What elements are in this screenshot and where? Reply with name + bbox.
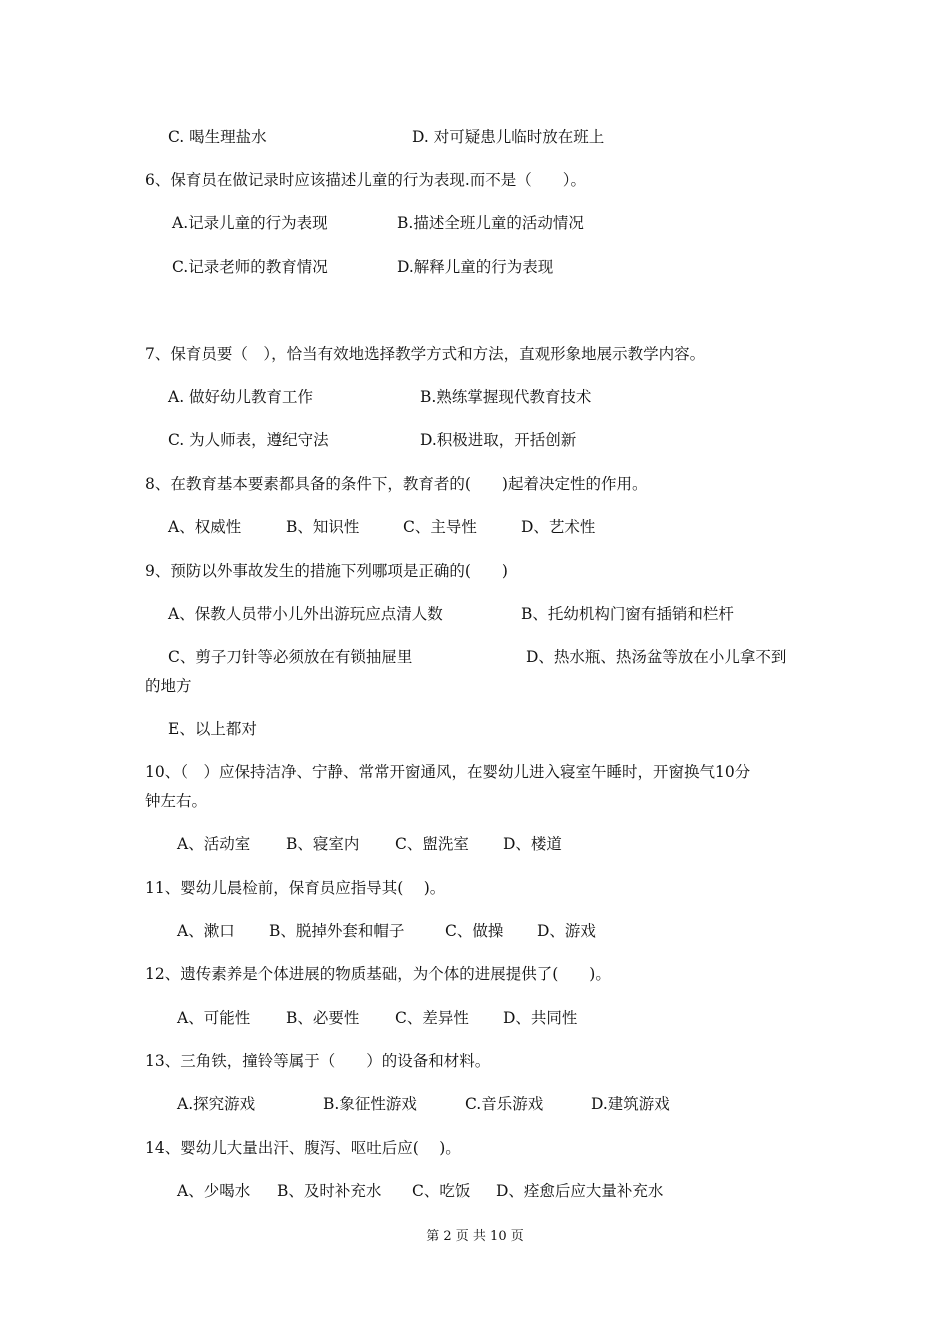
- q10-option-c: C、盥洗室: [395, 835, 469, 853]
- q10-stem-line-1: 10、（ ）应保持洁净、宁静、常常开窗通风，在婴幼儿进入寝室午睡时，开窗换气10分: [145, 763, 751, 781]
- q12-option-b: B、必要性: [286, 1009, 360, 1027]
- q13-option-b: B.象征性游戏: [323, 1095, 417, 1113]
- q14-option-b: B、及时补充水: [277, 1182, 382, 1200]
- q8-option-a: A、权威性: [168, 518, 242, 536]
- q10-option-b: B、寝室内: [286, 835, 360, 853]
- q5-option-c: C. 喝生理盐水: [168, 128, 267, 146]
- q14-option-d: D、痊愈后应大量补充水: [496, 1182, 664, 1200]
- page-number: 第 2 页 共 10 页: [426, 1229, 524, 1244]
- q8-option-c: C、主导性: [403, 518, 477, 536]
- q5-option-d: D. 对可疑患儿临时放在班上: [412, 128, 605, 146]
- q8-option-d: D、艺术性: [521, 518, 596, 536]
- q13-option-c: C.音乐游戏: [465, 1095, 544, 1113]
- q9-option-e: E、以上都对: [168, 720, 257, 738]
- q10-option-a: A、活动室: [177, 835, 251, 853]
- q9-option-a: A、保教人员带小儿外出游玩应点清人数: [168, 605, 443, 623]
- q9-stem: 9、预防以外事故发生的措施下列哪项是正确的( ): [145, 562, 508, 580]
- q6-option-d: D.解释儿童的行为表现: [397, 258, 554, 276]
- q11-option-c: C、做操: [445, 922, 504, 940]
- q12-stem: 12、遗传素养是个体进展的物质基础，为个体的进展提供了( )。: [145, 965, 611, 983]
- q9-option-c: C、剪子刀针等必须放在有锁抽屉里: [168, 648, 413, 666]
- q6-option-c: C.记录老师的教育情况: [172, 258, 328, 276]
- q13-option-a: A.探究游戏: [177, 1095, 256, 1113]
- q10-stem-line-2: 钟左右。: [145, 792, 208, 810]
- q7-option-b: B.熟练掌握现代教育技术: [420, 388, 592, 406]
- q13-option-d: D.建筑游戏: [591, 1095, 670, 1113]
- q8-option-b: B、知识性: [286, 518, 360, 536]
- q12-option-a: A、可能性: [177, 1009, 251, 1027]
- q7-stem: 7、保育员要（ ），恰当有效地选择教学方式和方法，直观形象地展示教学内容。: [145, 345, 706, 363]
- q9-option-d-continued: 的地方: [145, 677, 192, 695]
- q7-option-d: D.积极进取，开括创新: [420, 431, 577, 449]
- q14-stem: 14、婴幼儿大量出汗、腹泻、呕吐后应( )。: [145, 1139, 461, 1157]
- q10-option-d: D、楼道: [503, 835, 562, 853]
- q7-option-a: A. 做好幼儿教育工作: [168, 388, 314, 406]
- q11-option-d: D、游戏: [537, 922, 596, 940]
- q14-option-a: A、少喝水: [177, 1182, 251, 1200]
- q6-option-b: B.描述全班儿童的活动情况: [397, 214, 584, 232]
- q11-option-b: B、脱掉外套和帽子: [269, 922, 405, 940]
- q6-option-a: A.记录儿童的行为表现: [172, 214, 328, 232]
- q14-option-c: C、吃饭: [412, 1182, 471, 1200]
- q11-option-a: A、漱口: [177, 922, 235, 940]
- q12-option-d: D、共同性: [503, 1009, 578, 1027]
- q8-stem: 8、在教育基本要素都具备的条件下，教育者的( )起着决定性的作用。: [145, 475, 648, 493]
- q9-option-b: B、托幼机构门窗有插销和栏杆: [521, 605, 734, 623]
- q13-stem: 13、三角铁，撞铃等属于（ ）的设备和材料。: [145, 1052, 491, 1070]
- q7-option-c: C. 为人师表，遵纪守法: [168, 431, 329, 449]
- q9-option-d: D、热水瓶、热汤盆等放在小儿拿不到: [526, 648, 787, 666]
- q12-option-c: C、差异性: [395, 1009, 469, 1027]
- q6-stem: 6、保育员在做记录时应该描述儿童的行为表现.而不是（ ）。: [145, 171, 587, 189]
- q11-stem: 11、婴幼儿晨检前，保育员应指导其( )。: [145, 879, 446, 897]
